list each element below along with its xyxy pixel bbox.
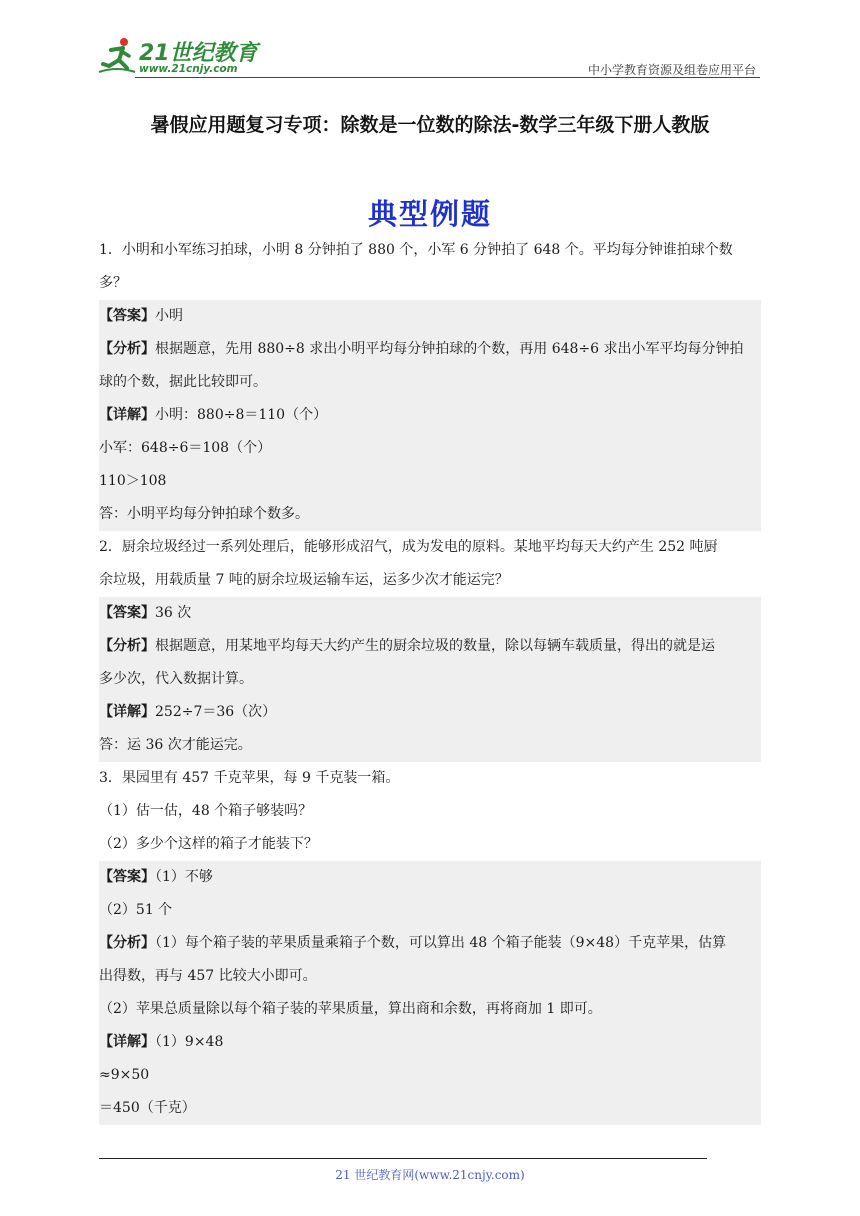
q3-question-line: （1）估一估，48 个箱子够装吗？ [99, 803, 313, 819]
footer-link[interactable]: 21 世纪教育网(www.21cnjy.com) [335, 1168, 525, 1182]
q3-answer-line: （2）51 个 [99, 902, 173, 918]
document-content [99, 234, 761, 1125]
q1-solution-block [99, 300, 761, 531]
q2-question-line: 2．厨余垃圾经过一系列处理后，能够形成沼气，成为发电的原料。某地平均每天大约产生 252 吨厨 [99, 539, 718, 555]
analysis-label: 【分析】 [99, 638, 155, 654]
answer-label: 【答案】 [99, 308, 155, 324]
q1-answer-text: 小明 [155, 308, 183, 324]
logo-text: 21世纪教育 [139, 41, 258, 66]
answer-label: 【答案】 [99, 869, 155, 885]
q2-detail [99, 696, 761, 729]
q3-answer [99, 861, 761, 894]
document-title: 暑假应用题复习专项：除数是一位数的除法-数学三年级下册人教版 [150, 114, 710, 136]
section-title: 典型例题 [367, 197, 492, 231]
q2-question-line: 余垃圾，用载质量 7 吨的厨余垃圾运输车运，运多少次才能运完？ [99, 572, 509, 588]
q2-detail-line: 答：运 36 次才能运完。 [99, 737, 252, 753]
q1-analysis-cont: 球的个数，据此比较即可。 [99, 374, 267, 390]
header-divider [135, 77, 760, 78]
q1-detail [99, 399, 761, 432]
platform-name: 中小学教育资源及组卷应用平台 [587, 63, 756, 77]
q3-analysis [99, 927, 761, 960]
q3-question-line: 3．果园里有 457 千克苹果，每 9 千克装一箱。 [99, 770, 400, 786]
detail-label: 【详解】 [99, 704, 155, 720]
q3-analysis-cont: 出得数，再与 457 比较大小即可。 [99, 968, 317, 984]
q3-detail-text: （1）9×48 [155, 1034, 224, 1050]
analysis-label: 【分析】 [99, 935, 155, 951]
q2-solution-block [99, 597, 761, 762]
logo-url: www.21cnjy.com [139, 63, 238, 75]
q3-analysis-cont: （2）苹果总质量除以每个箱子装的苹果质量，算出商和余数，再将商加 1 即可。 [99, 1001, 602, 1017]
q1-detail-line: 小军：648÷6＝108（个） [99, 440, 272, 456]
q2-analysis [99, 630, 761, 663]
q3-question-line: （2）多少个这样的箱子才能装下？ [99, 836, 318, 852]
q3-detail-line: ＝450（千克） [99, 1100, 196, 1116]
page-header [95, 34, 760, 80]
answer-label: 【答案】 [99, 605, 155, 621]
q3-detail-line: ≈9×50 [99, 1067, 150, 1083]
footer-divider [99, 1158, 707, 1159]
logo [95, 34, 265, 78]
q2-answer [99, 597, 761, 630]
q3-solution-block [99, 861, 761, 1125]
q3-answer-text: （1）不够 [155, 869, 213, 885]
detail-label: 【详解】 [99, 1034, 155, 1050]
q2-analysis-text: 根据题意，用某地平均每天大约产生的厨余垃圾的数量，除以每辆车载质量，得出的就是运 [155, 638, 715, 654]
q3-analysis-text: （1）每个箱子装的苹果质量乘箱子个数，可以算出 48 个箱子能装（9×48）千克苹果，估算 [155, 935, 727, 951]
q1-question-line: 多？ [99, 275, 127, 291]
q2-answer-text: 36 次 [155, 605, 192, 621]
q1-detail-line: 110＞108 [99, 473, 167, 489]
q2-analysis-cont: 多少次，代入数据计算。 [99, 671, 253, 687]
q1-question-line: 1．小明和小军练习拍球，小明 8 分钟拍了 880 个，小军 6 分钟拍了 648 个。平均每分钟谁拍球个数 [99, 242, 733, 258]
detail-label: 【详解】 [99, 407, 155, 423]
analysis-label: 【分析】 [99, 341, 155, 357]
q1-detail-line: 答：小明平均每分钟拍球个数多。 [99, 506, 309, 522]
q2-detail-text: 252÷7＝36（次） [155, 704, 277, 720]
q1-answer [99, 300, 761, 333]
q1-detail-text: 小明：880÷8＝110（个） [155, 407, 328, 423]
q1-analysis [99, 333, 761, 366]
q1-analysis-text: 根据题意，先用 880÷8 求出小明平均每分钟拍球的个数，再用 648÷6 求出小军平均每分钟拍 [155, 341, 744, 357]
runner-logo-icon [97, 36, 137, 76]
q3-detail [99, 1026, 761, 1059]
